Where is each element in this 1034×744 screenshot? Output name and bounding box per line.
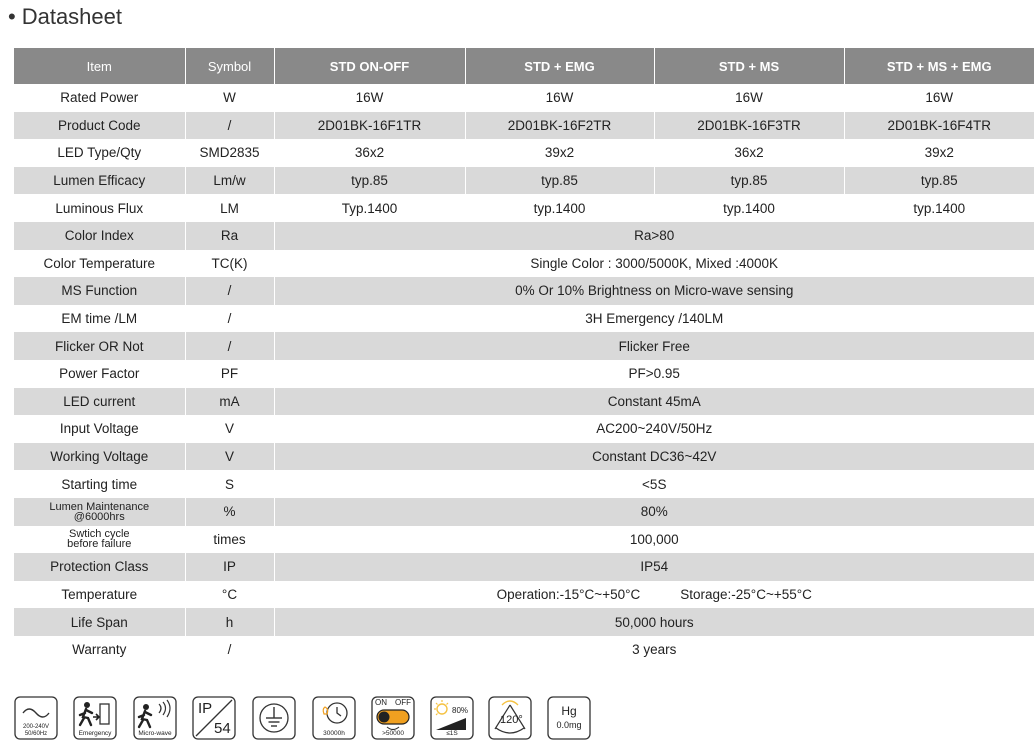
row-value-span: Flicker Free [274, 332, 1034, 360]
dimming-icon [430, 696, 474, 740]
row-item-line2: before failure [67, 538, 132, 551]
row-value: 36x2 [274, 139, 465, 167]
switch-off-label: OFF [395, 698, 411, 707]
table-row [14, 167, 1034, 195]
row-item-line1: Swtich cycle [68, 528, 130, 541]
table-row [14, 470, 1034, 498]
row-item: Lumen Efficacy [14, 167, 185, 195]
row-item: Color Temperature [14, 250, 185, 278]
row-symbol: V [185, 443, 274, 471]
row-value-span: IP54 [274, 553, 1034, 581]
row-symbol: IP [185, 553, 274, 581]
row-value-span: 3 years [274, 636, 1034, 664]
header-item: Item [14, 48, 185, 84]
row-value-span: 3H Emergency /140LM [274, 305, 1034, 333]
table-header-row [14, 48, 1034, 84]
row-value-span: Constant 45mA [274, 388, 1034, 416]
header-symbol: Symbol [185, 48, 274, 84]
table-row [14, 636, 1034, 664]
row-value: typ.85 [654, 167, 844, 195]
table-row [14, 608, 1034, 636]
row-value: 36x2 [654, 139, 844, 167]
row-value-span [274, 581, 1034, 609]
table-row [14, 84, 1034, 112]
row-symbol: W [185, 84, 274, 112]
row-symbol: / [185, 636, 274, 664]
row-item: Starting time [14, 470, 185, 498]
beam-angle-value: 120° [500, 714, 523, 726]
row-symbol: mA [185, 388, 274, 416]
row-symbol: V [185, 415, 274, 443]
switch-on-label: ON [375, 698, 387, 707]
row-item: LED current [14, 388, 185, 416]
table-row [14, 305, 1034, 333]
table-row [14, 360, 1034, 388]
table-row [14, 581, 1034, 609]
table-row [14, 498, 1034, 526]
row-item [14, 498, 185, 526]
row-symbol: / [185, 277, 274, 305]
ip54-icon [192, 696, 236, 740]
header-std-ms: STD + MS [654, 48, 844, 84]
header-std-emg: STD + EMG [465, 48, 654, 84]
switch-cycle-caption: >50000 [382, 730, 404, 737]
row-value: 2D01BK-16F4TR [844, 112, 1034, 140]
table-row [14, 112, 1034, 140]
ip-label: IP [198, 700, 213, 717]
row-item: Flicker OR Not [14, 332, 185, 360]
microwave-caption: Micro-wave [138, 730, 172, 737]
row-symbol: SMD2835 [185, 139, 274, 167]
row-item: Color Index [14, 222, 185, 250]
row-item: Rated Power [14, 84, 185, 112]
ac-voltage-icon [14, 696, 58, 740]
dimming-time: ≤1S [446, 730, 458, 737]
row-value-span: AC200~240V/50Hz [274, 415, 1034, 443]
mercury-symbol: Hg [561, 704, 577, 718]
row-symbol: / [185, 305, 274, 333]
row-value-span: Ra>80 [274, 222, 1034, 250]
row-symbol: TC(K) [185, 250, 274, 278]
row-value: 2D01BK-16F3TR [654, 112, 844, 140]
emergency-caption: Emergency [78, 730, 112, 737]
lifetime-caption: 30000h [323, 730, 345, 737]
table-row [14, 277, 1034, 305]
datasheet-table [14, 48, 1034, 663]
ip-rating: 54 [214, 720, 231, 737]
row-item-line1: Lumen Maintenance [49, 500, 150, 513]
row-item: MS Function [14, 277, 185, 305]
row-symbol: % [185, 498, 274, 526]
row-item: LED Type/Qty [14, 139, 185, 167]
row-item: Warranty [14, 636, 185, 664]
row-symbol: PF [185, 360, 274, 388]
row-item [14, 526, 185, 554]
table-row [14, 194, 1034, 222]
row-symbol: / [185, 112, 274, 140]
table-row [14, 553, 1034, 581]
table-row [14, 415, 1034, 443]
table-row [14, 526, 1034, 554]
page-title [8, 4, 122, 30]
switch-cycle-icon [371, 696, 415, 740]
row-value-span: <5S [274, 470, 1034, 498]
row-value: 2D01BK-16F1TR [274, 112, 465, 140]
row-symbol: S [185, 470, 274, 498]
row-value: 16W [844, 84, 1034, 112]
row-item: Product Code [14, 112, 185, 140]
temperature-operation: Operation:-15°C~+50°C [496, 586, 641, 602]
row-value: 39x2 [465, 139, 654, 167]
row-item: Protection Class [14, 553, 185, 581]
lifetime-icon [312, 696, 356, 740]
row-symbol: °C [185, 581, 274, 609]
table-row [14, 222, 1034, 250]
table-row [14, 139, 1034, 167]
table-row [14, 443, 1034, 471]
header-std-ms-emg: STD + MS + EMG [844, 48, 1034, 84]
row-value-span: 50,000 hours [274, 608, 1034, 636]
row-value: 16W [274, 84, 465, 112]
title-bullet: • [8, 4, 16, 29]
row-item: Input Voltage [14, 415, 185, 443]
temperature-storage: Storage:-25°C~+55°C [680, 586, 812, 602]
row-value: typ.1400 [654, 194, 844, 222]
beam-angle-icon [488, 696, 532, 740]
mercury-amount: 0.0mg [556, 720, 582, 730]
microwave-sensor-icon [133, 696, 177, 740]
row-value-span: 80% [274, 498, 1034, 526]
row-value: 39x2 [844, 139, 1034, 167]
earth-protection-icon [252, 696, 296, 740]
row-value: typ.85 [465, 167, 654, 195]
row-value: typ.1400 [465, 194, 654, 222]
row-symbol: LM [185, 194, 274, 222]
dimming-percent: 80% [452, 706, 469, 715]
row-item-line2: @6000hrs [73, 510, 125, 523]
emergency-icon [73, 696, 117, 740]
row-item: Working Voltage [14, 443, 185, 471]
row-value: 16W [654, 84, 844, 112]
row-value: typ.85 [274, 167, 465, 195]
row-item: Temperature [14, 581, 185, 609]
row-value-span: 0% Or 10% Brightness on Micro-wave sensing [274, 277, 1034, 305]
row-item: EM time /LM [14, 305, 185, 333]
table-row [14, 250, 1034, 278]
row-value-span: Constant DC36~42V [274, 443, 1034, 471]
row-symbol: h [185, 608, 274, 636]
row-symbol: Ra [185, 222, 274, 250]
ac-voltage-range: 200-240V [22, 724, 50, 730]
row-value: 16W [465, 84, 654, 112]
row-item: Luminous Flux [14, 194, 185, 222]
table-row [14, 332, 1034, 360]
ac-voltage-frequency: 50/60Hz [24, 731, 48, 737]
row-value-span: Single Color : 3000/5000K, Mixed :4000K [274, 250, 1034, 278]
row-value-span: PF>0.95 [274, 360, 1034, 388]
row-value: typ.85 [844, 167, 1034, 195]
row-item: Power Factor [14, 360, 185, 388]
row-symbol: times [185, 526, 274, 554]
row-value: typ.1400 [844, 194, 1034, 222]
row-item: Life Span [14, 608, 185, 636]
row-value: 2D01BK-16F2TR [465, 112, 654, 140]
row-symbol: Lm/w [185, 167, 274, 195]
row-value-span: 100,000 [274, 526, 1034, 554]
table-row [14, 388, 1034, 416]
header-std-on-off: STD ON-OFF [274, 48, 465, 84]
mercury-free-icon [547, 696, 591, 740]
row-value: Typ.1400 [274, 194, 465, 222]
row-symbol: / [185, 332, 274, 360]
title-text: Datasheet [21, 4, 122, 29]
